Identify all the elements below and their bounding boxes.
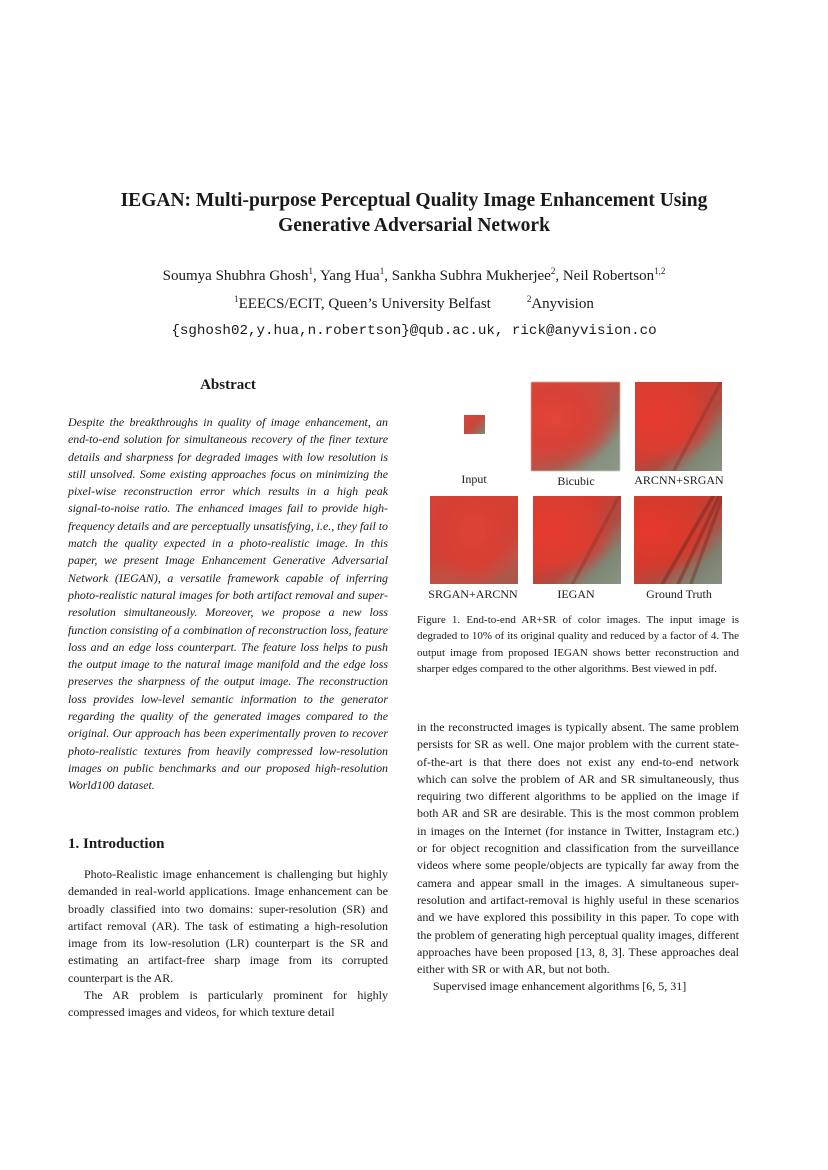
paragraph: The AR problem is particularly prominent for highly compressed images and videos, for which texture detail	[68, 988, 388, 1020]
right-column-body	[417, 719, 739, 996]
srgan-arcnn-image	[430, 496, 518, 584]
arcnn-srgan-image	[635, 382, 722, 471]
author-name: Soumya Shubhra Ghosh	[162, 268, 309, 284]
affiliation-name: EEECS/ECIT, Queen’s University Belfast	[238, 296, 491, 312]
introduction-heading: 1. Introduction	[68, 836, 165, 852]
title-line-2: Generative Adversarial Network	[278, 215, 550, 236]
paragraph: Supervised image enhancement algorithms [6, 5, 31]	[433, 979, 687, 994]
affiliation-marker: 1	[234, 294, 239, 304]
author-name: Neil Robertson	[562, 268, 655, 284]
figure-label: Input	[461, 472, 487, 486]
affiliation-name: Anyvision	[531, 296, 594, 312]
author-affiliation-marker: 1	[308, 266, 313, 276]
ground-truth-image	[634, 496, 722, 584]
author-affiliation-marker: 2	[550, 266, 556, 276]
affiliations	[60, 295, 768, 314]
input-image	[464, 415, 485, 434]
abstract-text: Despite the breakthroughs in quality of image enhancement, an end-to-end solution for simultaneous recovery of the finer texture details and sharpness for degraded images with low resolution is still unsolved. Some existing approaches focus on minimizing the pixel-wise reconstruction error which results in a high peak signal-to-noise ratio. The enhanced images fail to provide high-frequency details and are perceptually unsatisfying, i.e., they fail to match the quality expected in a photo-realistic image. In this paper, we present Image Enhancement Generative Adversarial Network (IEGAN), a versatile framework capable of inferring photo-realistic natural images for both artifact removal and super-resolution simultaneously. Moreover, we propose a new loss function consisting of a combination of reconstruction loss, feature loss and an edge loss counterpart. The feature loss helps to push the output image to the natural image manifold and the edge loss preserves the sharpness of the output image. The reconstruction loss provides low-level semantic information to the generator regarding the quality of the generated images compared to the original. Our approach has been experimentally proven to recover photo-realistic textures from heavily compressed low-resolution images on public benchmarks and our proposed high-resolution World100 dataset.	[68, 415, 388, 793]
figure-label: Ground Truth	[646, 587, 712, 601]
abstract-heading: Abstract	[200, 377, 256, 393]
paragraph: Photo-Realistic image enhancement is challenging but highly demanded in real-world applications. Image enhancement can be broadly classified into two domains: super-resolution (SR) and artifact removal (AR). The task of estimating a high-resolution image from its low-resolution (LR) counterpart is the SR and estimating an artifact-free sharp image from its corrupted counterpart is the AR.	[68, 867, 388, 985]
paragraph: in the reconstructed images is typically absent. The same problem persists for SR as well. One major problem with the current state-of-the-art is that there does not exist any end-to-end network which can solve the problem of AR and SR simultaneously, thus requiring two different algorithms to be applied on the image if both AR and SR are desirable. This is the most common problem in images on the Internet (for instance in Twitter, Instagram etc.) or for object recognition and classification from the surveillance videos where some people/objects are typically far away from the camera and appear small in the images. A simultaneous super-resolution and artifact-removal is highly useful in these scenarios and we have explored this possibility in this paper. To cope with the problem of generating high perceptual quality images, different approaches have been proposed [13, 8, 3]. These approaches deal either with SR or with AR, but not both.	[417, 720, 740, 977]
affiliation-1	[234, 295, 491, 314]
title-line-1: IEGAN: Multi-purpose Perceptual Quality Image Enhancement Using	[120, 190, 708, 211]
affiliation-marker: 2	[526, 294, 532, 304]
author-affiliation-marker: 1	[379, 266, 385, 276]
figure-label: IEGAN	[557, 587, 595, 601]
introduction-body	[68, 866, 388, 1022]
author-affiliation-marker: 1,2	[654, 266, 666, 276]
figure-label: ARCNN+SRGAN	[634, 473, 724, 487]
figure-label: Bicubic	[557, 474, 595, 488]
paper-title	[60, 188, 768, 238]
figure-1	[417, 375, 739, 605]
figure-1-caption: Figure 1. End-to-end AR+SR of color images. The input image is degraded to 10% of its original quality and reduced by a factor of 4. The output image from proposed IEGAN shows better reconstruction and sharper edges compared to the other algorithms. Best viewed in pdf.	[417, 614, 739, 675]
author-name: Sankha Subhra Mukherjee	[391, 268, 551, 284]
figure-label: SRGAN+ARCNN	[428, 587, 518, 601]
author-list: Soumya Shubhra Ghosh$^1$, Yang Hua$^1$, Sankha Subhra Mukherjee$^2$, Neil Robertson$^{1,2}$	[162, 266, 666, 284]
author-emails: {sghosh02,y.hua,n.robertson}@qub.ac.uk, rick@anyvision.co	[171, 323, 657, 339]
iegan-image	[533, 496, 621, 584]
bicubic-image	[531, 382, 620, 471]
author-name: Yang Hua	[319, 268, 380, 284]
affiliation-2	[527, 295, 594, 314]
